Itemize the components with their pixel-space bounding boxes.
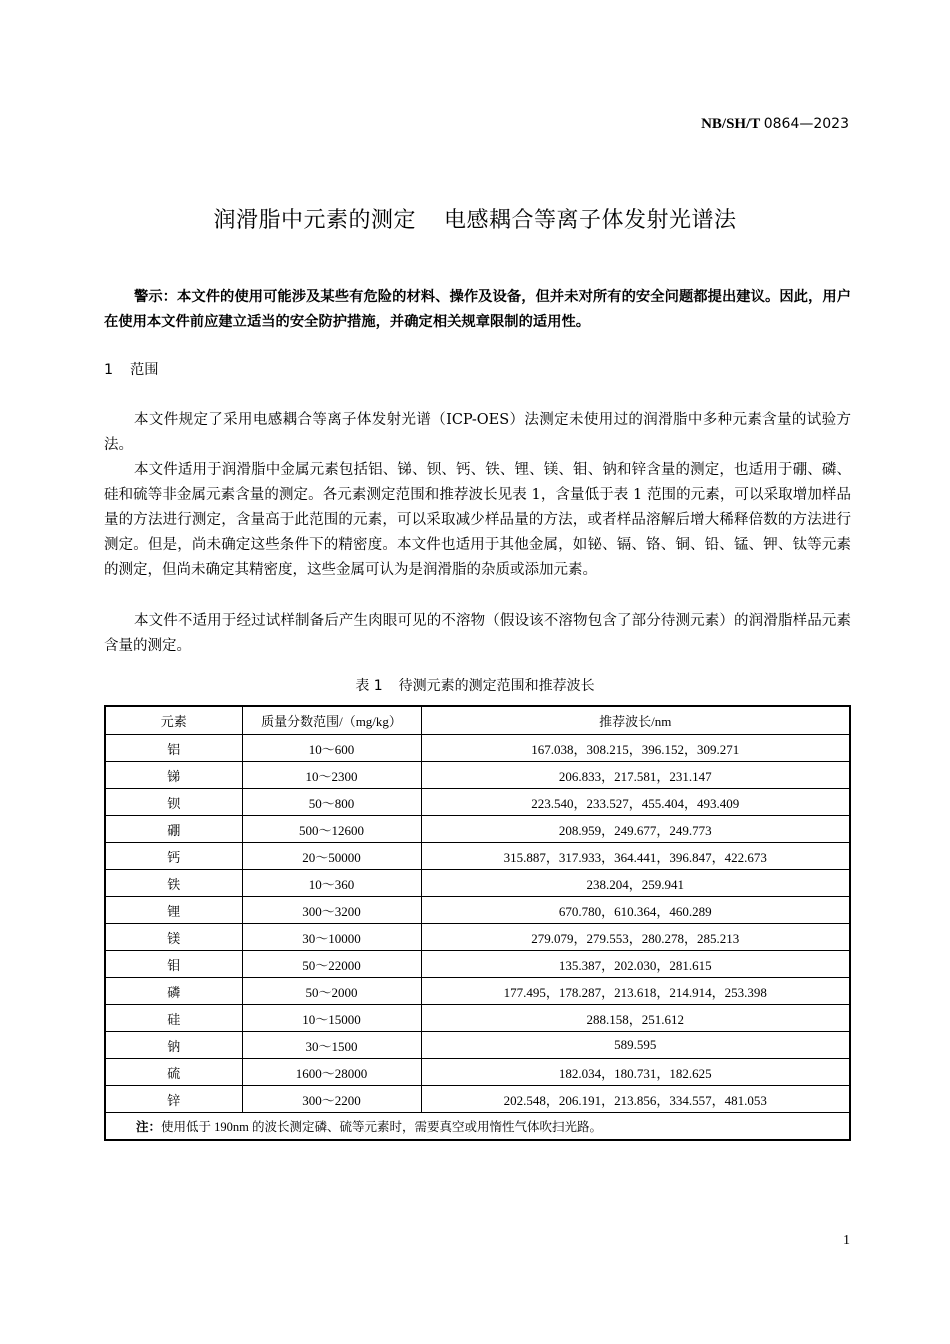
cell-wavelength: 202.548，206.191，213.856，334.557，481.053	[421, 1086, 850, 1113]
cell-wavelength: 223.540，233.527，455.404，493.409	[421, 789, 850, 816]
cell-element: 硫	[105, 1059, 242, 1086]
document-title	[0, 203, 950, 234]
cell-mass-range: 50～22000	[242, 951, 421, 978]
table-row	[105, 735, 850, 762]
table-row	[105, 1059, 850, 1086]
table-note-row	[105, 1113, 850, 1141]
section-number: 1	[104, 362, 114, 378]
cell-element: 钡	[105, 789, 242, 816]
table-note	[105, 1113, 850, 1141]
table-row	[105, 816, 850, 843]
paragraph-2: 本文件适用于润滑脂中金属元素包括铝、锑、钡、钙、铁、锂、镁、钼、钠和锌含量的测定，也适用于硼、磷、硅和硫等非金属元素含量的测定。各元素测定范围和推荐波长见表 1，含量低于表 1 范围的元素，可以采取增加样品量的方法进行测定，含量高于此范围的元素，可以采取减少样品量的方法，或者样品溶解后增大稀释倍数的方法进行测定。但是，尚未确定这些条件下的精密度。本文件也适用于其他金属，如铋、镉、铬、铜、铅、锰、钾、钛等元素的测定，但尚未确定其精密度，这些金属可认为是润滑脂的杂质或添加元素。	[104, 462, 851, 578]
header-wavelength: 推荐波长/nm	[421, 706, 850, 735]
cell-element: 钠	[105, 1032, 242, 1059]
table-row	[105, 897, 850, 924]
table-row	[105, 1086, 850, 1113]
table-row	[105, 951, 850, 978]
table-note-text: 使用低于 190nm 的波长测定磷、硫等元素时，需要真空或用惰性气体吹扫光路。	[161, 1120, 602, 1134]
cell-element: 硅	[105, 1005, 242, 1032]
warning-notice: 警示：本文件的使用可能涉及某些有危险的材料、操作及设备，但并未对所有的安全问题都提出建议。因此，用户在使用本文件前应建立适当的安全防护措施，并确定相关规章限制的适用性。	[104, 289, 851, 330]
cell-wavelength: 238.204，259.941	[421, 870, 850, 897]
table-header-row	[105, 706, 850, 735]
table-row	[105, 1032, 850, 1059]
cell-element: 锑	[105, 762, 242, 789]
cell-mass-range: 500～12600	[242, 816, 421, 843]
cell-wavelength: 315.887，317.933，364.441，396.847，422.673	[421, 843, 850, 870]
cell-wavelength: 206.833，217.581，231.147	[421, 762, 850, 789]
cell-element: 锌	[105, 1086, 242, 1113]
cell-mass-range: 10～360	[242, 870, 421, 897]
cell-mass-range: 20～50000	[242, 843, 421, 870]
cell-mass-range: 10～600	[242, 735, 421, 762]
header-mass-range: 质量分数范围/（mg/kg）	[242, 706, 421, 735]
table-caption-title: 待测元素的测定范围和推荐波长	[398, 678, 595, 694]
table-row	[105, 843, 850, 870]
paragraph-1: 本文件规定了采用电感耦合等离子体发射光谱（ICP-OES）法测定未使用过的润滑脂中多种元素含量的试验方法。	[104, 412, 851, 453]
cell-mass-range: 1600～28000	[242, 1059, 421, 1086]
cell-wavelength: 670.780，610.364，460.289	[421, 897, 850, 924]
section-heading	[104, 359, 159, 379]
cell-wavelength: 135.387，202.030，281.615	[421, 951, 850, 978]
cell-wavelength: 167.038，308.215，396.152，309.271	[421, 735, 850, 762]
table-row	[105, 978, 850, 1005]
cell-mass-range: 50～800	[242, 789, 421, 816]
element-range-table	[104, 705, 851, 1141]
cell-mass-range: 10～15000	[242, 1005, 421, 1032]
paragraph-3: 本文件不适用于经过试样制备后产生肉眼可见的不溶物（假设该不溶物包含了部分待测元素）的润滑脂样品元素含量的测定。	[104, 613, 851, 654]
cell-element: 钙	[105, 843, 242, 870]
page-number: 1	[843, 1233, 850, 1248]
cell-element: 锂	[105, 897, 242, 924]
table-row	[105, 789, 850, 816]
header-element: 元素	[105, 706, 242, 735]
cell-mass-range: 10～2300	[242, 762, 421, 789]
table-row	[105, 762, 850, 789]
cell-element: 镁	[105, 924, 242, 951]
title-part-2: 电感耦合等离子体发射光谱法	[444, 208, 737, 233]
table-row	[105, 1005, 850, 1032]
cell-wavelength: 288.158，251.612	[421, 1005, 850, 1032]
cell-wavelength: 589.595	[421, 1032, 850, 1059]
cell-mass-range: 30～10000	[242, 924, 421, 951]
cell-element: 硼	[105, 816, 242, 843]
cell-mass-range: 50～2000	[242, 978, 421, 1005]
cell-element: 磷	[105, 978, 242, 1005]
table-caption	[0, 675, 950, 695]
cell-wavelength: 208.959，249.677，249.773	[421, 816, 850, 843]
section-title: 范围	[130, 362, 159, 378]
cell-element: 钼	[105, 951, 242, 978]
cell-wavelength: 182.034，180.731，182.625	[421, 1059, 850, 1086]
title-part-1: 润滑脂中元素的测定	[213, 208, 416, 233]
standard-prefix: NB/SH/T	[701, 116, 760, 132]
cell-mass-range: 30～1500	[242, 1032, 421, 1059]
cell-mass-range: 300～2200	[242, 1086, 421, 1113]
table-row	[105, 870, 850, 897]
table-caption-number: 表 1	[355, 678, 383, 694]
cell-element: 铝	[105, 735, 242, 762]
standard-code	[701, 116, 849, 133]
cell-mass-range: 300～3200	[242, 897, 421, 924]
cell-element: 铁	[105, 870, 242, 897]
cell-wavelength: 177.495，178.287，213.618，214.914，253.398	[421, 978, 850, 1005]
cell-wavelength: 279.079，279.553，280.278，285.213	[421, 924, 850, 951]
table-row	[105, 924, 850, 951]
standard-number: 0864—2023	[763, 116, 849, 132]
table-note-label: 注：	[136, 1120, 162, 1134]
